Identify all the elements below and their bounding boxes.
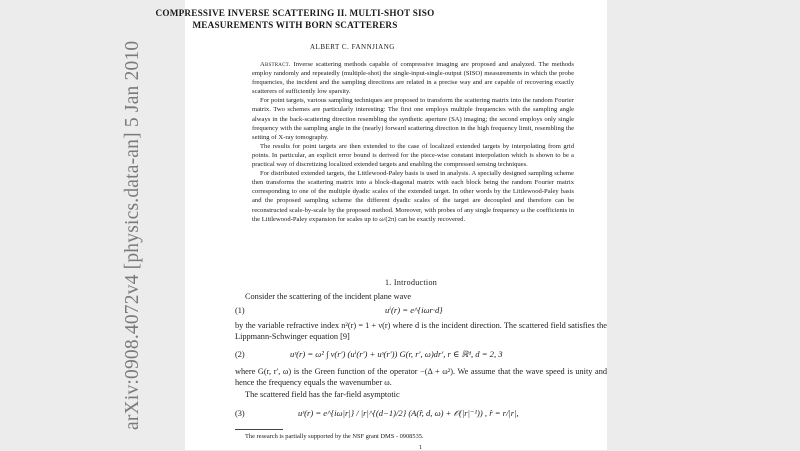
intro-line-2: by the variable refractive index n²(r) = 1 + ν(r) where d is the incident direction. The scattered field satisfies the Lippmann-Schwinger equation [9] xyxy=(235,321,607,341)
author-name: ALBERT C. FANNJIANG xyxy=(310,43,395,51)
equation-1-number: (1) xyxy=(235,306,245,315)
title-line-2: MEASUREMENTS WITH BORN SCATTERERS xyxy=(192,19,398,30)
page-number: 1 xyxy=(419,444,423,451)
title-line-1: COMPRESSIVE INVERSE SCATTERING II. MULTI-SHOT SISO xyxy=(155,8,435,18)
abstract-paragraph-2: For point targets, various sampling techniques are proposed to transform the scattering matrix into the random Fourier matrix. Two schemes are particularly interesting: The first one employs multiple frequencies with the sampling angle always in the back-scattering direction resembling the synthetic aperture (SA) imaging; the second employs only single frequency with the sampling angle in the (nearly) forward scattering direction in the high frequency limit, resembling the setting of X-ray tomography. xyxy=(252,97,574,141)
equation-2-number: (2) xyxy=(235,350,245,359)
equation-3: uˢ(r) = e^{iω|r|} / |r|^{(d−1)/2} (A(r̂, d, ω) + 𝒪(|r|⁻¹)) , r̂ = r/|r|, xyxy=(298,408,519,418)
footnote-rule xyxy=(235,429,283,430)
paper-title xyxy=(70,8,520,31)
equation-2: uˢ(r) = ω² ∫ ν(r′) (uⁱ(r′) + uˢ(r′)) G(r, r′, ω)dr′, r ∈ ℝᵈ, d = 2, 3 xyxy=(290,349,503,359)
intro-line-3: where G(r, r′, ω) is the Green function of the operator −(Δ + ω²). We assume that the wave speed is unity and hence the frequency equals the wavenumber ω. xyxy=(235,367,607,387)
equation-3-number: (3) xyxy=(235,409,245,418)
arxiv-identifier[interactable]: arXiv:0908.4072v4 [physics.data-an] 5 Jan 2010 xyxy=(122,40,143,430)
abstract-paragraph-4: For distributed extended targets, the Littlewood-Paley basis is used in analysis. A specially designed sampling scheme then transforms the scattering matrix into a block-diagonal matrix with each block being the random Fourier matrix corresponding to one of the multiple dyadic scales of the extended target. In other words by the Littlewood-Paley basis and the proposed sampling scheme the different dyadic scales of the target are decoupled and therefore can be reconstructed scale-by-scale by the proposed method. Moreover, with probes of any single frequency ω the coefficients in the Littlewood-Paley expansion for scales up to ω/(2π) can be exactly recovered. xyxy=(252,170,574,223)
abstract xyxy=(252,60,574,224)
section-heading: 1. Introduction xyxy=(385,278,438,287)
footnote: The research is partially supported by the NSF grant DMS - 0908535. xyxy=(245,433,424,440)
intro-line-4: The scattered field has the far-field asymptotic xyxy=(245,390,400,399)
abstract-paragraph-1: Abstract. Inverse scattering methods capable of compressive imaging are proposed and analyzed. The methods employ randomly and repeatedly (multiple-shot) the single-input-single-output (SISO) measurements in which the probe frequencies, the incident and the sampling directions are related in a precise way and are capable of recovering exactly scatterers of sufficiently low sparsity. xyxy=(252,61,574,96)
abstract-paragraph-3: The results for point targets are then extended to the case of localized extended targets by interpolating from grid points. In particular, an explicit error bound is derived for the piece-wise constant interpolation which is shown to be a practical way of discretizing localized extended targets and enabling the compressed sensing techniques. xyxy=(252,142,574,169)
abstract-label: Abstract. xyxy=(260,61,291,68)
equation-1: uⁱ(r) = e^{iωr·d} xyxy=(385,305,443,315)
intro-line-1: Consider the scattering of the incident plane wave xyxy=(245,292,412,301)
